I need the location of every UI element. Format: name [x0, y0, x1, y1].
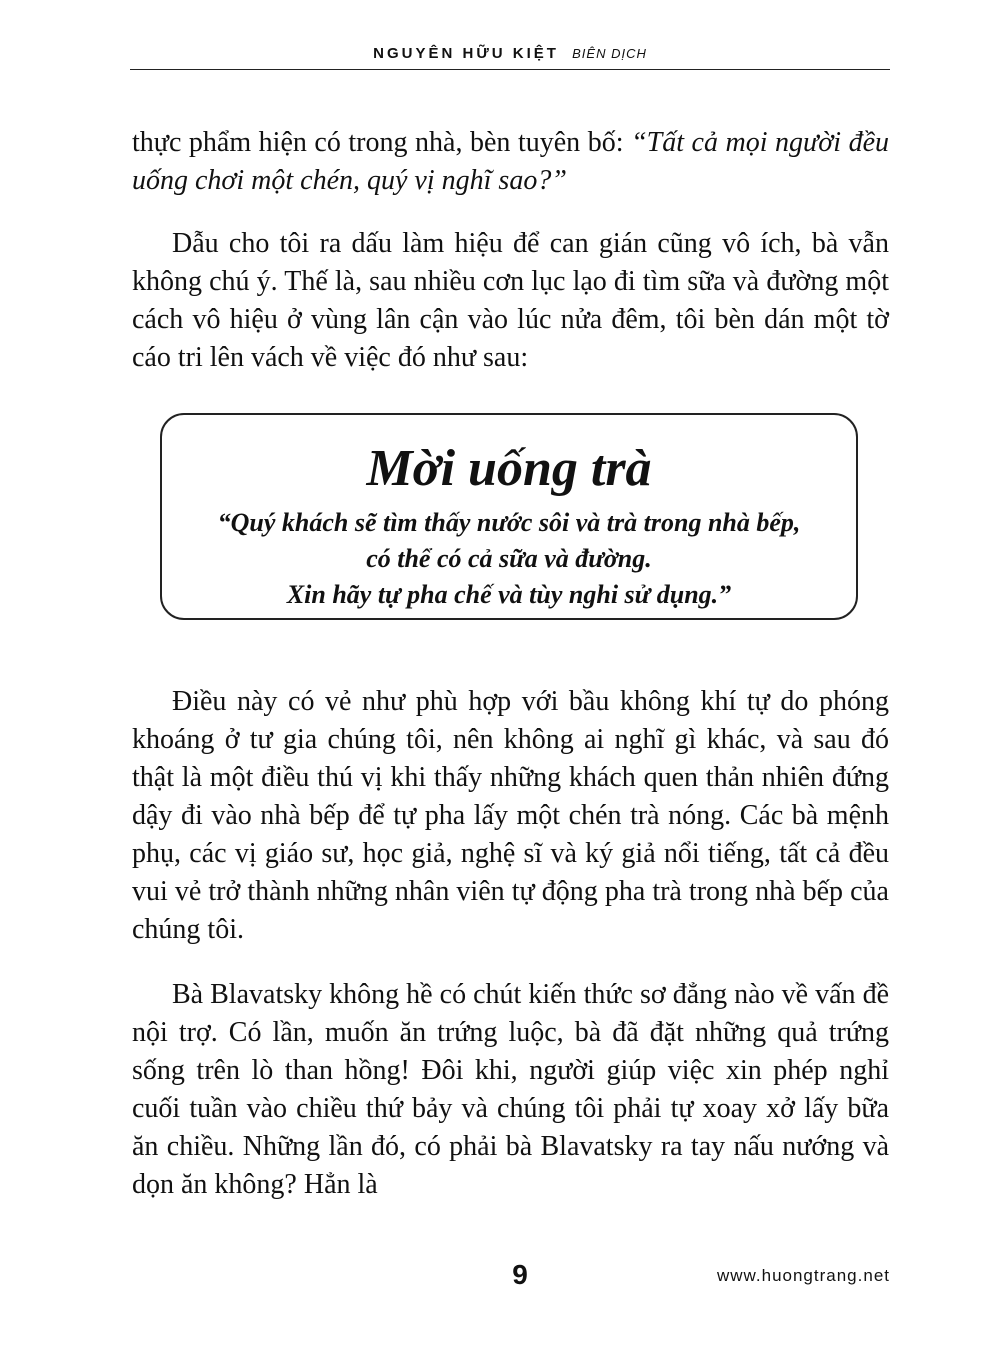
paragraph-1-text: thực phẩm hiện có trong nhà, bèn tuyên bố:: [132, 127, 632, 158]
paragraph-4-text: Bà Blavatsky không hề có chút kiến thức sơ đẳng nào về vấn đề nội trợ. Có lần, muốn ăn trứng luộc, bà đã đặt những quả trứng sống trên lò than hồng! Đôi khi, người giúp việc xin phép nghỉ cuối tuần vào chiều thứ bảy và chúng tôi phải tự xoay xở lấy bữa ăn chiều. Những lần đó, có phải bà Blavatsky ra tay nấu nướng và dọn ăn không? Hẳn là: [132, 979, 889, 1200]
running-head-role: BIÊN DỊCH: [572, 46, 647, 61]
paragraph-1-quote: “Tất cả mọi người đều uống chơi một chén, quý vị nghĩ sao?”: [132, 127, 890, 196]
notice-line-2: có thể có cả sữa và đường.: [366, 544, 652, 573]
notice-body: [162, 505, 856, 613]
paragraph-1: [132, 124, 889, 200]
notice-line-3: Xin hãy tự pha chế và tùy nghi sử dụng.”: [286, 580, 732, 609]
page-number: 9: [512, 1259, 528, 1290]
header-rule: [130, 69, 890, 70]
paragraph-2: [132, 225, 889, 377]
running-head: [130, 44, 890, 64]
footer-url: www.huongtrang.net: [717, 1266, 890, 1285]
running-head-author: NGUYÊN HỮU KIỆT: [373, 45, 559, 62]
notice-line-1: “Quý khách sẽ tìm thấy nước sôi và trà trong nhà bếp,: [217, 508, 801, 537]
paragraph-3-text: Điều này có vẻ như phù hợp với bầu không khí tự do phóng khoáng ở tư gia chúng tôi, nên không ai nghĩ gì khác, và sau đó thật là một điều thú vị khi thấy những khách quen thản nhiên đứng dậy đi vào nhà bếp để tự pha lấy một chén trà nóng. Các bà mệnh phụ, các vị giáo sư, học giả, nghệ sĩ và ký giả nổi tiếng, tất cả đều vui vẻ trở thành những nhân viên tự động pha trà trong nhà bếp của chúng tôi.: [132, 686, 889, 945]
paragraph-3: [132, 683, 889, 949]
paragraph-4: [132, 976, 889, 1204]
notice-box: [160, 413, 858, 620]
paragraph-2-text: Dẫu cho tôi ra dấu làm hiệu để can gián cũng vô ích, bà vẫn không chú ý. Thế là, sau nhiều cơn lục lạo đi tìm sữa và đường một cách vô hiệu ở vùng lân cận vào lúc nửa đêm, tôi bèn dán một tờ cáo tri lên vách về việc đó như sau:: [132, 228, 889, 373]
notice-title: Mời uống trà: [366, 440, 652, 497]
